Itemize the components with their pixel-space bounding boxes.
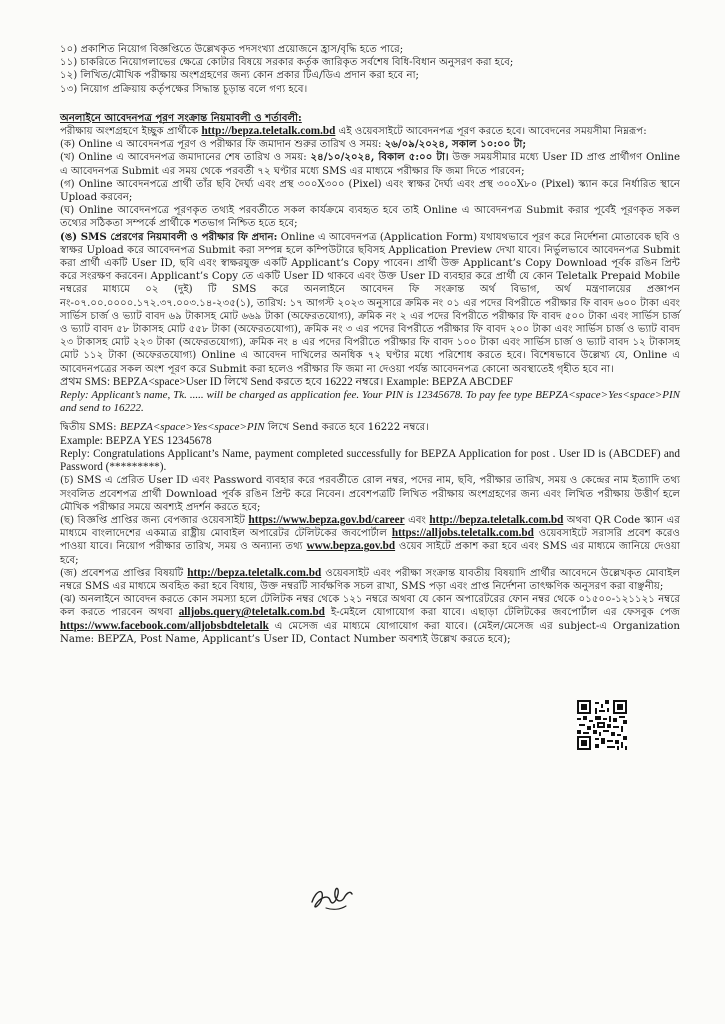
- bepza-gov-link[interactable]: www.bepza.gov.bd: [306, 540, 396, 553]
- clause-jha: (ঝ) অনলাইনে আবেদন করতে কোন সমস্যা হলে টেলিটক নম্বর থেকে ১২১ নম্বরে অথবা যে কোন অপারেটরের ফোন নম্বর থেকে ০১৫০০-১২১১২১ নম্বরে কল করতে পারবেন অথবা alljobs.query@teletalk.com.bd ই-মেইলে যোগাযোগ করা যাবে। এছাড়া টেলিটকের জবপোর্টাল এর ফেসবুক পেজ https://www.facebook.com/alljobsbdteletalk এ মেসেজ এর মাধ্যমে যোগাযোগ করা যাবে। (মেইল/মেসেজ এর subject-এ Organization Name: BEPZA, Post Name, Applicant’s User ID, Contact Number অবশ্যই উল্লেখ করতে হবে);: [60, 594, 680, 645]
- teletalk-link-2[interactable]: http://bepza.teletalk.com.bd: [429, 513, 564, 526]
- sms-second-reply: Reply: Congratulations Applicant’s Name, payment completed successfully for BEPZA Application for post . User ID is (ABCDEF) and Password (*********).: [60, 447, 680, 474]
- sms-first: প্রথম SMS: BEPZA<space>User ID লিখে Send করতে হবে 16222 নম্বরে। Example: BEPZA ABCDEF: [60, 375, 514, 388]
- signature-mark: [306, 880, 360, 914]
- facebook-page-link[interactable]: https://www.facebook.com/alljobsbdteletalk: [60, 619, 269, 632]
- rule-12: ১২) লিখিত/মৌখিক পরীক্ষায় অংশগ্রহণের জন্য কোন প্রকার টিএ/ডিএ প্রদান করা হবে না;: [60, 70, 419, 82]
- sms-second-example: Example: BEPZA YES 12345678: [60, 434, 212, 447]
- clause-chha: (ছ) বিজ্ঞপ্তি প্রাপ্তির জন্য বেপজার ওয়েবসাইট https://www.bepza.gov.bd/career এবং http://bepza.teletalk.com.bd অথবা QR Code স্ক্যান এর মাধ্যমে বাংলাদেশের একমাত্র রাষ্ট্রীয় মোবাইল অপারেটর টেলিটকের জবপোর্টাল https://alljobs.teletalk.com.bd ওয়েবসাইটে সরাসরি প্রবেশ করেও পাওয়া যাবে। নিয়োগ পরীক্ষার তারিখ, সময় ও অন্যান্য তথ্য www.bepza.gov.bd ওয়েব সাইটে প্রকাশ করা হবে এবং SMS এর মাধ্যমে জানিয়ে দেওয়া হবে;: [60, 513, 680, 566]
- teletalk-link[interactable]: http://bepza.teletalk.com.bd: [201, 125, 336, 138]
- clause-kha: (খ) Online এ আবেদনপত্র জমাদানের শেষ তারিখ ও সময়: ২৪/১০/২০২৪, বিকাল ৫:০০ টা। উক্ত সময়সীমার মধ্যে User ID প্রাপ্ত প্রার্থীগণ Online এ আবেদনপত্র Submit এর সময় থেকে পরবর্তী ৭২ ঘণ্টার মধ্যে SMS এর মাধ্যমে পরীক্ষার ফি জমা দিতে পারবেন;: [60, 151, 681, 177]
- clause-ka: (ক) Online এ আবেদনপত্র পূরণ ও পরীক্ষার ফি জমাদান শুরুর তারিখ ও সময়: ২৬/০৯/২০২৪, সকাল ১০:০০ টা;: [60, 138, 527, 151]
- query-email-link[interactable]: alljobs.query@teletalk.com.bd: [178, 606, 325, 619]
- section-heading: অনলাইনে আবেদনপত্র পূরণ সংক্রান্ত নিয়মাবলী ও শর্তাবলী:: [60, 111, 302, 124]
- bepza-career-link[interactable]: https://www.bepza.gov.bd/career: [248, 513, 405, 526]
- document-body: [60, 43, 680, 646]
- clause-ja: (জ) প্রবেশপত্র প্রাপ্তির বিষয়টি http://bepza.teletalk.com.bd ওয়েবসাইট এবং পরীক্ষা সংক্রান্ত যাবতীয় বিষয়াদি প্রার্থীর আবেদনে উল্লেখকৃত মোবাইল নম্বরে SMS এর মাধ্যমে অবহিত করা হবে বিধায়, উক্ত নম্বরটি সার্বক্ষণিক সচল রাখা, SMS পড়া এবং প্রাপ্ত নির্দেশনা তাৎক্ষণিক অনুসরণ করা বাঞ্ছনীয়;: [60, 566, 680, 592]
- clause-gha: (ঘ) Online আবেদনপত্রে পূরণকৃত তথ্যই পরবর্তীতে সকল কার্যক্রমে ব্যবহৃত হবে তাই Online এ আবেদনপত্র Submit করার পূর্বেই পূরণকৃত সকল তথ্যের সঠিকতা সম্পর্কে প্রার্থীকে শতভাগ নিশ্চিত হতে হবে;: [60, 205, 680, 230]
- teletalk-link-3[interactable]: http://bepza.teletalk.com.bd: [187, 566, 322, 579]
- intro-paragraph: পরীক্ষায় অংশগ্রহণে ইচ্ছুক প্রার্থীকে http://bepza.teletalk.com.bd এই ওয়েবসাইটে আবেদনপত্র পূরণ করতে হবে। আবেদনের সময়সীমা নিম্নরূপ:: [60, 125, 647, 138]
- rule-11: ১১) চাকরিতে নিয়োগলাভের ক্ষেত্রে কোটার বিষয়ে সরকার কর্তৃক জারিকৃত সর্বশেষ বিধি-বিধান অনুসরণ করা হবে;: [60, 57, 514, 69]
- rule-10: ১০) প্রকাশিত নিয়োগ বিজ্ঞপ্তিতে উল্লেখকৃত পদসংখ্যা প্রয়োজনে হ্রাস/বৃদ্ধি হতে পারে;: [60, 44, 404, 55]
- sms-first-reply: Reply: Applicant’s name, Tk. ..... will be charged as application fee. Your PIN is 12345678. To pay fee type BEPZA<space>Yes<space>PIN and send to 16222.: [60, 389, 680, 415]
- alljobs-link[interactable]: https://alljobs.teletalk.com.bd: [391, 527, 534, 540]
- rule-13: ১৩) নিয়োগ প্রক্রিয়ায় কর্তৃপক্ষের সিদ্ধান্ত চূড়ান্ত বলে গণ্য হবে।: [60, 83, 308, 95]
- clause-ga: (গ) Online আবেদনপত্রে প্রার্থী তাঁর ছবি দৈর্ঘ্য এবং প্রস্থ ৩০০X৩০০ (Pixel) এবং স্বাক্ষর দৈর্ঘ্য এবং প্রস্থ ৩০০X৮০ (Pixel) স্ক্যান করে নির্ধারিত স্থানে Upload করবেন;: [60, 178, 680, 204]
- clause-cha: (চ) SMS এ প্রেরিত User ID এবং Password ব্যবহার করে পরবর্তীতে রোল নম্বর, পদের নাম, ছবি, পরীক্ষার তারিখ, সময় ও কেন্দ্রের নাম ইত্যাদি তথ্য সংবলিত প্রবেশপত্র প্রার্থী Download পূর্বক রঙিন প্রিন্ট করে নিবেন। প্রবেশপত্রটি লিখিত পরীক্ষায় অংশগ্রহণের জন্য এবং লিখিত পরীক্ষায় উত্তীর্ণ হলে মৌখিক পরীক্ষার সময়ে অবশ্যই প্রদর্শন করতে হবে;: [60, 475, 680, 513]
- clause-uma: (ঙ) SMS প্রেরণের নিয়মাবলী ও পরীক্ষার ফি প্রদান: Online এ আবেদনপত্র (Application Form) যথাযথভাবে পূরণ করে নির্দেশনা মোতাবেক ছবি ও স্বাক্ষর Upload করে আবেদনপত্র Submit করা সম্পন্ন হলে কম্পিউটারে ছবিসহ Application Preview দেখা যাবে। নির্ভুলভাবে আবেদনপত্র Submit করা প্রার্থী একটি User ID, ছবি এবং স্বাক্ষরযুক্ত একটি Applicant’s Copy পাবেন। প্রার্থী উক্ত Applicant’s Copy Download পূর্বক রঙিন প্রিন্ট করে সংরক্ষণ করবেন। Applicant’s Copy তে একটি User ID থাকবে এবং উক্ত User ID ব্যবহার করে প্রার্থী যে কোন Teletalk Prepaid Mobile নম্বরের মাধ্যমে ০২ (দুই) টি SMS করে অনলাইনে আবেদন ফি সংক্রান্ত অর্থ বিভাগ, অর্থ মন্ত্রণালয়ের প্রজ্ঞাপন নং-০৭.০০.০০০০.১৭২.৩৭.০০৩.১৪-২৩৫(১), তারিখ: ১৭ আগস্ট ২০২৩ অনুসারে ক্রমিক নং ০১ এর পদের বিপরীতে পরীক্ষার ফি বাবদ ৬০০ টাকা এবং সার্ভিস চার্জ ও ভ্যাট বাবদ ৬৯ টাকাসহ মোট ৬৬৯ টাকা (অফেরতযোগ্য), ক্রমিক নং ২ এর পদের বিপরীতে পরীক্ষার ফি বাবদ ৫০০ টাকা এবং সার্ভিস চার্জ ও ভ্যাট বাবদ ৫৮ টাকাসহ মোট ৫৫৮ টাকা (অফেরতযোগ্য), ক্রমিক নং ৩ এর পদের বিপরীতে পরীক্ষার ফি বাবদ ২০০ টাকা এবং সার্ভিস চার্জ ও ভ্যাট বাবদ ২৩ টাকাসহ মোট ২২৩ টাকা (অফেরতযোগ্য), ক্রমিক নং ৪ এর পদের বিপরীতে পরীক্ষার ফি বাবদ ১০০ টাকা এবং সার্ভিস চার্জ ও ভ্যাট বাবদ ১২ টাকাসহ মোট ১১২ টাকা (অফেরতযোগ্য) Online এ আবেদন দাখিলের অনধিক ৭২ ঘণ্টার মধ্যে পরিশোধ করতে হবে। বিশেষভাবে উল্লেখ্য যে, Online এ আবেদনপত্রের সকল অংশ পূরণ করে Submit করা হলেও পরীক্ষার ফি জমা না দেওয়া পর্যন্ত আবেদনপত্র কোনো অবস্থাতেই গৃহীত হবে না।: [60, 230, 680, 375]
- sms-second: দ্বিতীয় SMS: BEPZA<space>Yes<space>PIN লিখে Send করতে হবে 16222 নম্বরে।: [60, 421, 429, 434]
- qr-code-icon[interactable]: [577, 700, 627, 750]
